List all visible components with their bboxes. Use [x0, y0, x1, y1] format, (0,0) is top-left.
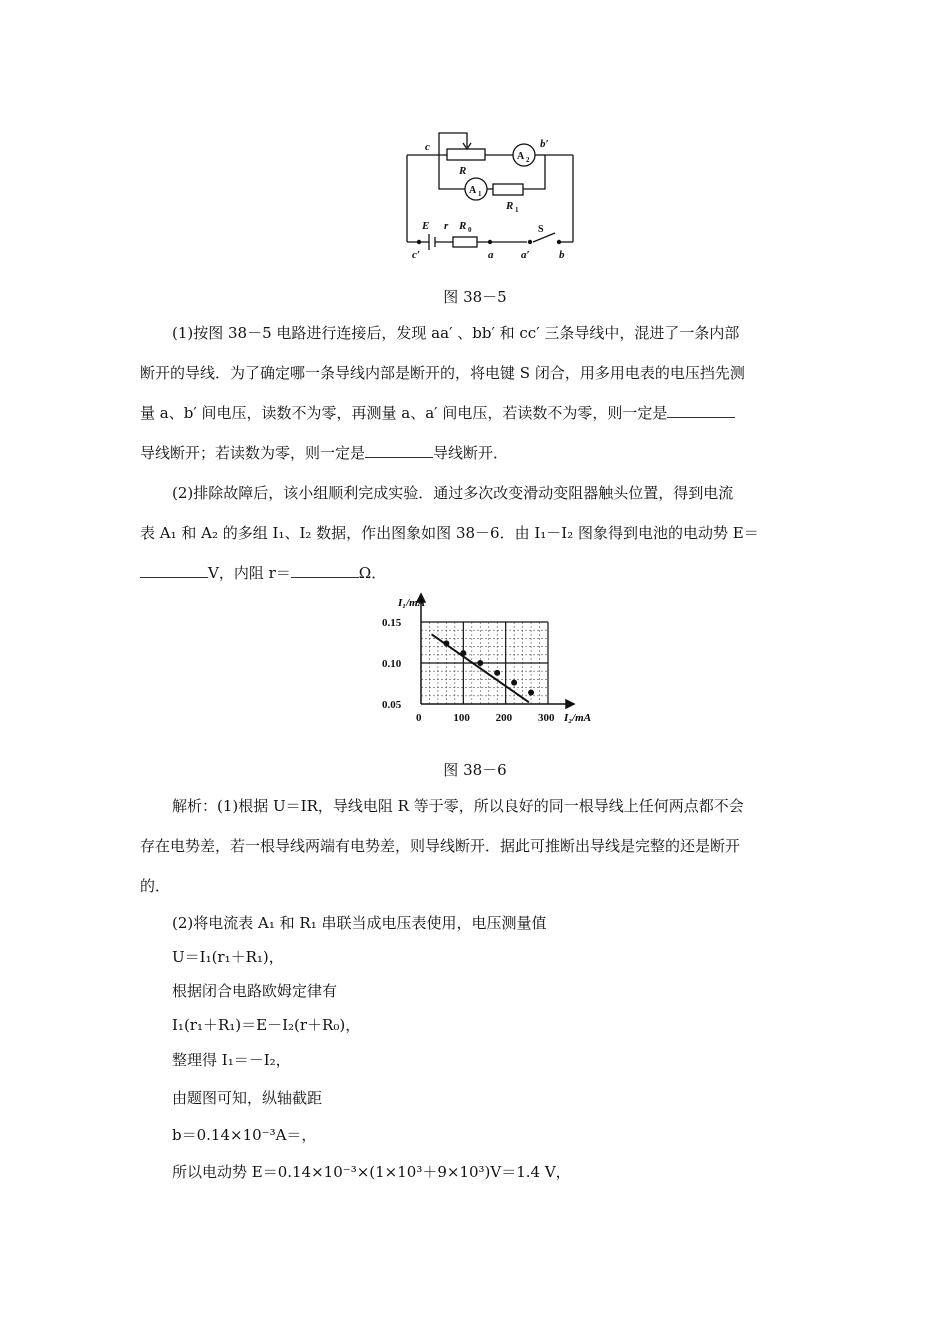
- x-tick-label: 0: [416, 712, 422, 724]
- label-S: S: [538, 224, 544, 235]
- figure2-caption: 图 38－6: [443, 761, 507, 779]
- answer-blank-emf[interactable]: [140, 563, 208, 578]
- q1-line-1: (1)按图 38－5 电路进行连接后，发现 aa′ 、bb′ 和 cc′ 三条导线中，混进了一条内部: [172, 324, 740, 342]
- label-r: r: [444, 220, 449, 232]
- label-R0-sub: 0: [468, 226, 472, 234]
- analysis-line-9: 由题图可知，纵轴截距: [172, 1089, 323, 1107]
- analysis-line-2: 存在电势差，若一根导线两端有电势差，则导线断开．据此可推断出导线是完整的还是断开: [140, 837, 741, 855]
- analysis-line-5: U＝I₁(r₁＋R₁)，: [172, 948, 284, 966]
- q2-line-3-wrap: [140, 563, 386, 583]
- label-a-prime: a′: [521, 249, 530, 261]
- label-E: E: [422, 220, 430, 232]
- y-tick-label: 0.15: [382, 617, 402, 629]
- analysis-line-11: 所以电动势 E＝0.14×10⁻³×(1×10³＋9×10³)V＝1.4 V，: [172, 1163, 571, 1181]
- q1-line-4-wrap: [140, 443, 508, 463]
- data-point: [494, 670, 500, 676]
- q2-line-4: Ω．: [358, 564, 387, 582]
- x-tick-label: 200: [495, 712, 513, 724]
- label-R0: R: [459, 220, 467, 232]
- answer-blank-1[interactable]: [667, 403, 735, 418]
- circuit-diagram: [395, 125, 595, 265]
- label-b-prime: b′: [540, 138, 549, 150]
- q1-line-4: 导线断开；若读数为零，则一定是: [140, 444, 366, 462]
- y-tick-label: 0.05: [382, 699, 402, 711]
- q2-line-2: 表 A₁ 和 A₂ 的多组 I₁、I₂ 数据，作出图象如图 38－6．由 I₁－I₂ 图象得到电池的电动势 E＝: [140, 524, 759, 542]
- analysis-line-4: (2)将电流表 A₁ 和 R₁ 串联当成电压表使用，电压测量值: [172, 914, 547, 932]
- label-a: a: [488, 249, 494, 261]
- analysis-line-6: 根据闭合电路欧姆定律有: [172, 982, 338, 1000]
- data-point: [511, 680, 517, 686]
- x-tick-label: 100: [453, 712, 470, 724]
- answer-blank-resistance[interactable]: [291, 563, 359, 578]
- label-A1: A: [469, 185, 477, 196]
- q2-line-3: V，内阻 r＝: [208, 564, 291, 582]
- analysis-line-3: 的．: [140, 877, 171, 895]
- data-point: [528, 690, 534, 696]
- y-tick-label: 0.10: [382, 658, 402, 670]
- q1-line-5: 导线断开．: [433, 444, 509, 462]
- q1-line-3: 量 a、b′ 间电压，读数不为零，再测量 a、a′ 间电压，若读数不为零，则一定是: [140, 404, 668, 422]
- figure1-caption: 图 38－5: [443, 288, 507, 306]
- label-R: R: [459, 165, 467, 177]
- analysis-line-7: I₁(r₁＋R₁)＝E－I₂(r＋R₀)，: [172, 1016, 361, 1034]
- q1-line-3-wrap: [140, 403, 735, 423]
- q1-line-2: 断开的导线．为了确定哪一条导线内部是断开的，将电键 S 闭合，用多用电表的电压挡先测: [140, 364, 745, 382]
- answer-blank-2[interactable]: [365, 443, 433, 458]
- label-R1: R: [506, 200, 514, 212]
- analysis-line-10: b＝0.14×10⁻³A＝，: [172, 1126, 317, 1144]
- y-axis-label: I₁/mA: [398, 597, 426, 609]
- label-A1-sub: 1: [478, 190, 482, 198]
- label-A2: A: [517, 151, 525, 162]
- label-A2-sub: 2: [526, 156, 530, 164]
- x-tick-label: 300: [538, 712, 555, 724]
- data-point: [460, 650, 466, 656]
- i1-i2-chart: [380, 590, 620, 730]
- x-axis-label: I₂/mA: [564, 712, 592, 724]
- q2-line-1: (2)排除故障后，该小组顺利完成实验．通过多次改变滑动变阻器触头位置，得到电流: [172, 484, 734, 502]
- analysis-line-1: 解析：(1)根据 U＝IR，导线电阻 R 等于零，所以良好的同一根导线上任何两点都不会: [172, 797, 744, 815]
- data-point: [477, 660, 483, 666]
- label-R1-sub: 1: [515, 206, 519, 214]
- analysis-line-8: 整理得 I₁＝－I₂，: [172, 1051, 291, 1069]
- label-c-prime: c′: [412, 249, 420, 261]
- data-point: [443, 640, 449, 646]
- label-c: c: [425, 141, 430, 153]
- label-b: b: [559, 249, 565, 261]
